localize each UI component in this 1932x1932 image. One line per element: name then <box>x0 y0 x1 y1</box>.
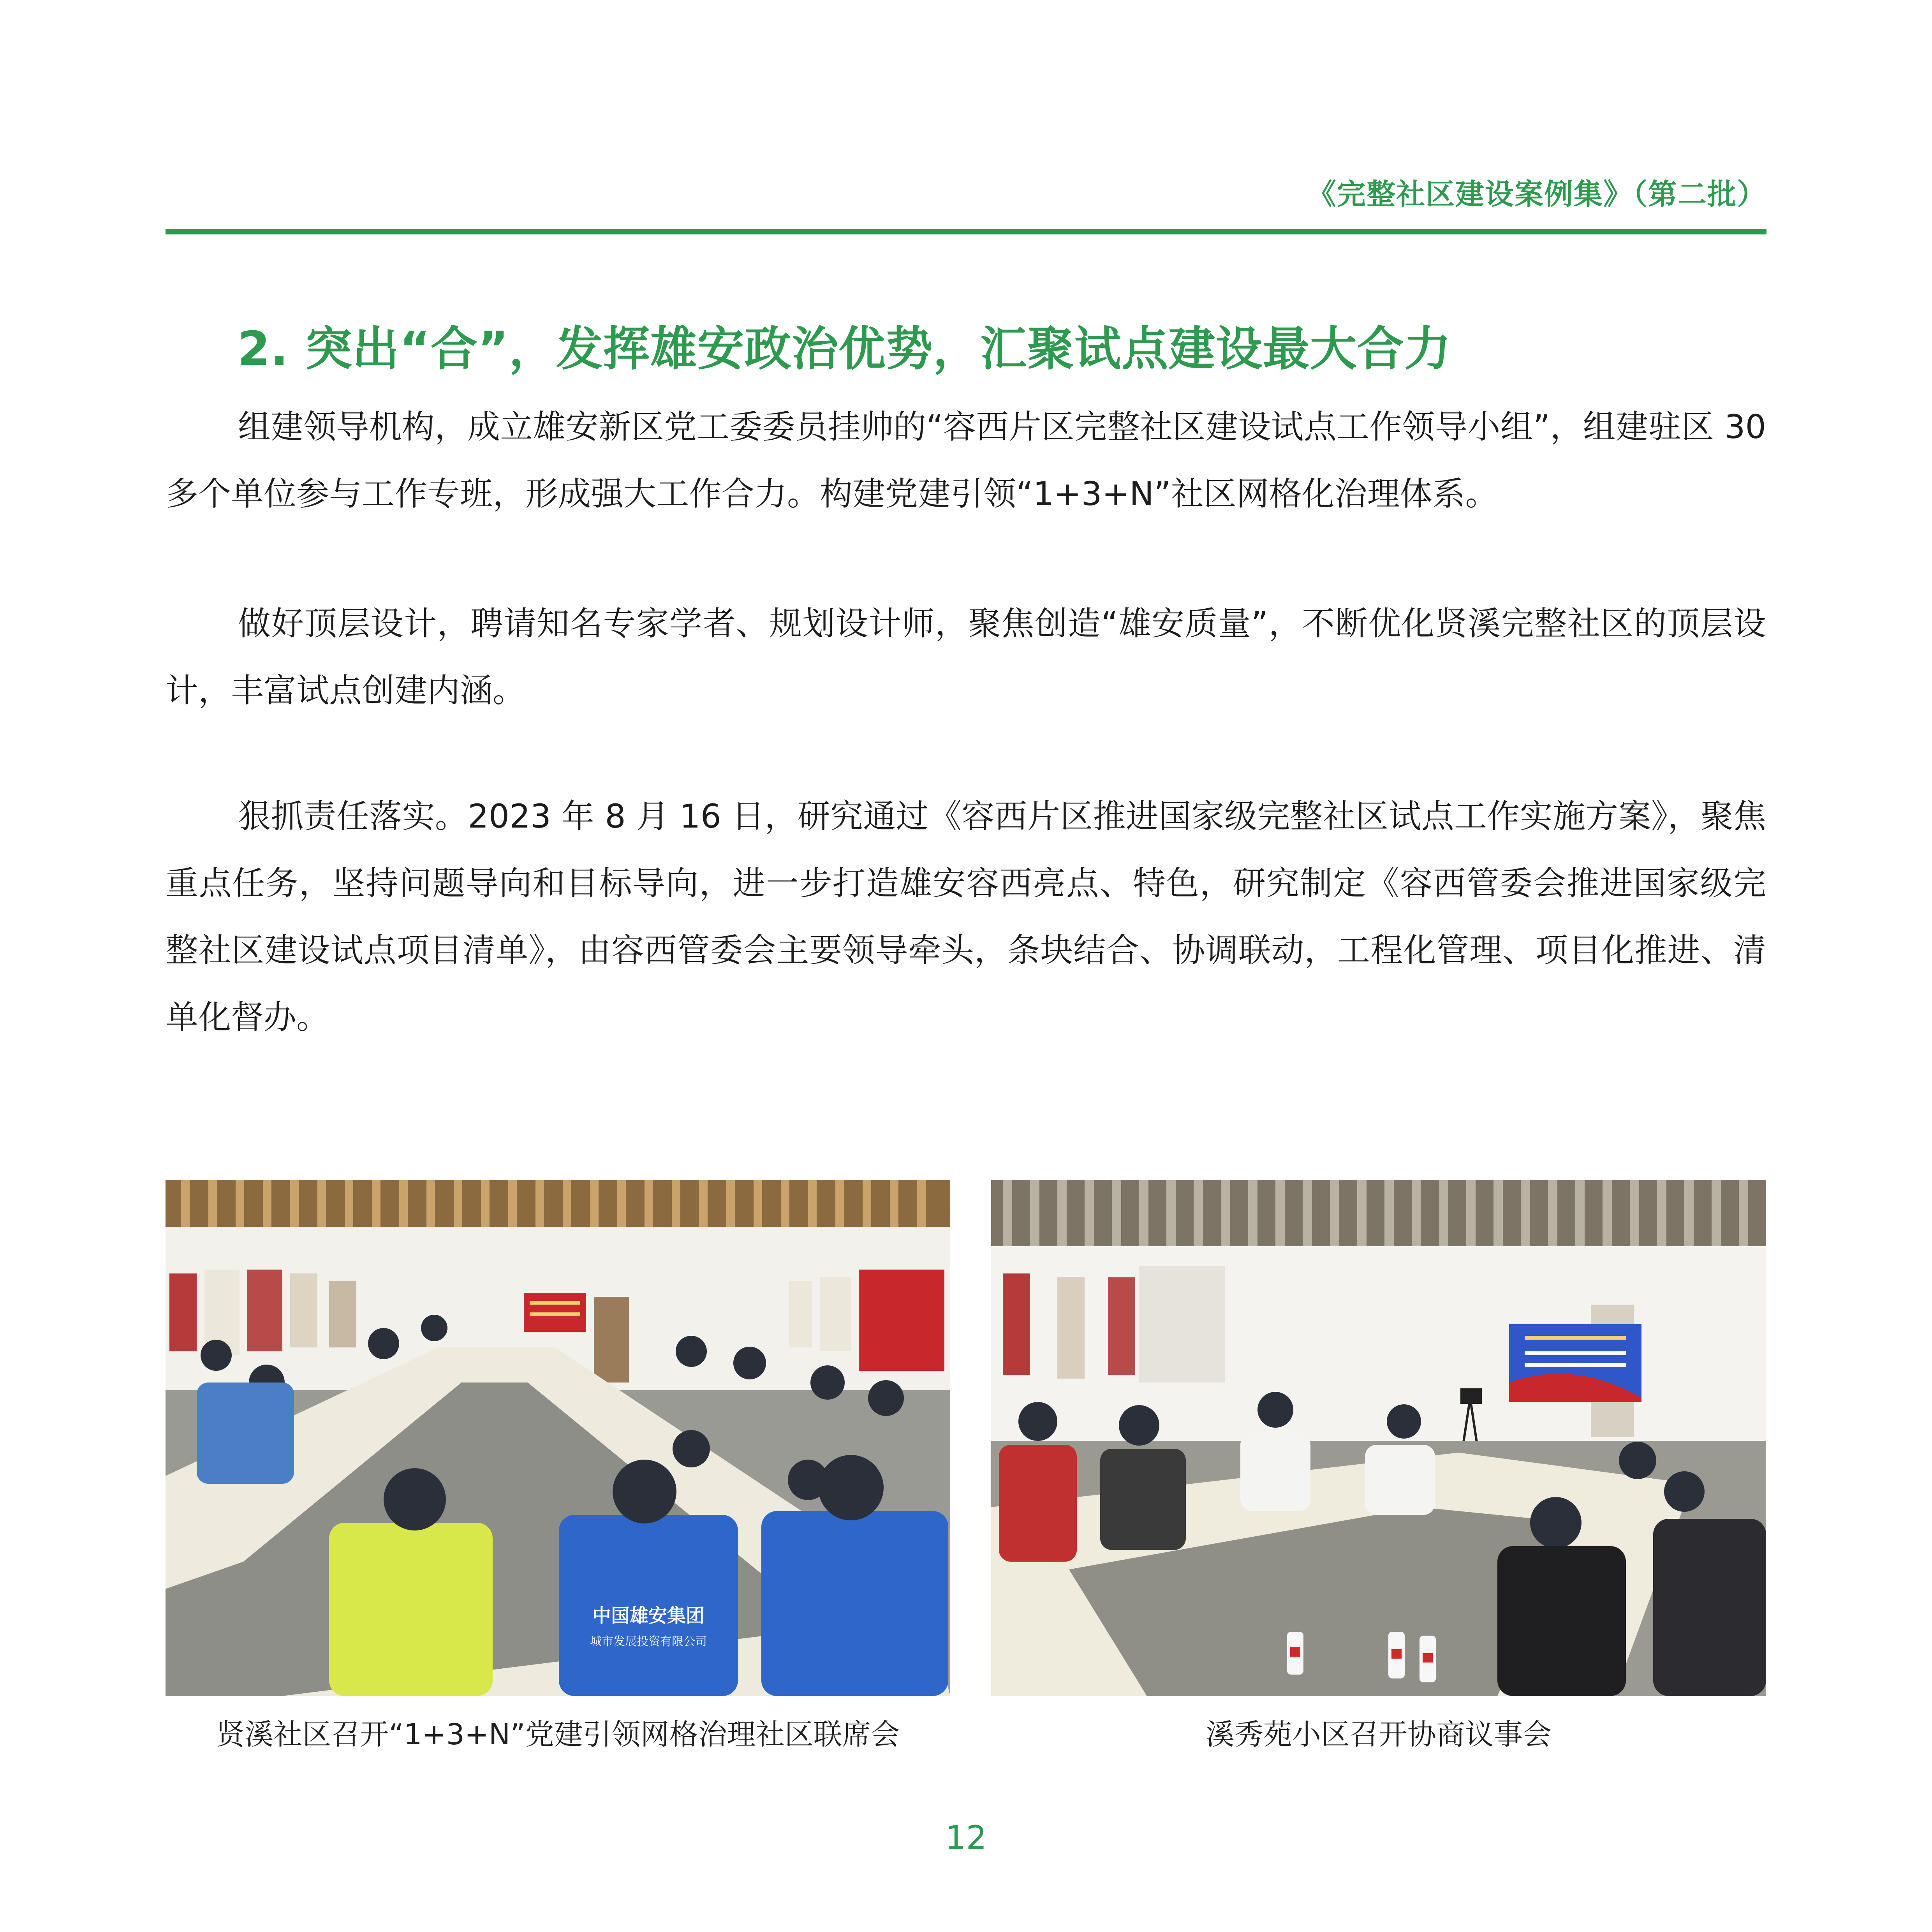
body-paragraph-3: 狠抓责任落实。2023 年 8 月 16 日，研究通过《容西片区推进国家级完整社区试点工作实施方案》，聚焦重点任务，坚持问题导向和目标导向，进一步打造雄安容西亮点、特色，研究制定《容西管委会推进国家级完整社区建设试点项目清单》，由容西管委会主要领导牵头，条块结合、协调联动，工程化管理、项目化推进、清单化督办。 <box>166 797 1766 1036</box>
photo-2-caption: 溪秀苑小区召开协商议事会 <box>1206 1718 1552 1751</box>
running-header-title: 《完整社区建设案例集》（第二批） <box>1307 178 1766 211</box>
body-paragraph-1: 组建领导机构，成立雄安新区党工委委员挂帅的“容西片区完整社区建设试点工作领导小组”，组建驻区 30 多个单位参与工作专班，形成强大工作合力。构建党建引领“1+3+N”社区网格化治理体系。 <box>166 408 1766 513</box>
meeting-photo-2 <box>991 1180 1766 1696</box>
meeting-photo-1 <box>166 1180 950 1696</box>
photo-1-caption: 贤溪社区召开“1+3+N”党建引领网格治理社区联席会 <box>216 1718 900 1751</box>
page-number: 12 <box>945 1819 987 1857</box>
vest-logo-text: 中国雄安集团 <box>592 1605 705 1627</box>
vest-logo-subtext: 城市发展投资有限公司 <box>590 1635 707 1648</box>
section-heading: 2. 突出“合”，发挥雄安政治优势，汇聚试点建设最大合力 <box>238 322 1451 376</box>
meeting-photo-2-illustration <box>991 1180 1766 1696</box>
header-divider <box>166 229 1766 234</box>
meeting-photo-1-illustration <box>166 1180 950 1696</box>
body-paragraph-2: 做好顶层设计，聘请知名专家学者、规划设计师，聚焦创造“雄安质量”，不断优化贤溪完整社区的顶层设计，丰富试点创建内涵。 <box>166 604 1766 710</box>
